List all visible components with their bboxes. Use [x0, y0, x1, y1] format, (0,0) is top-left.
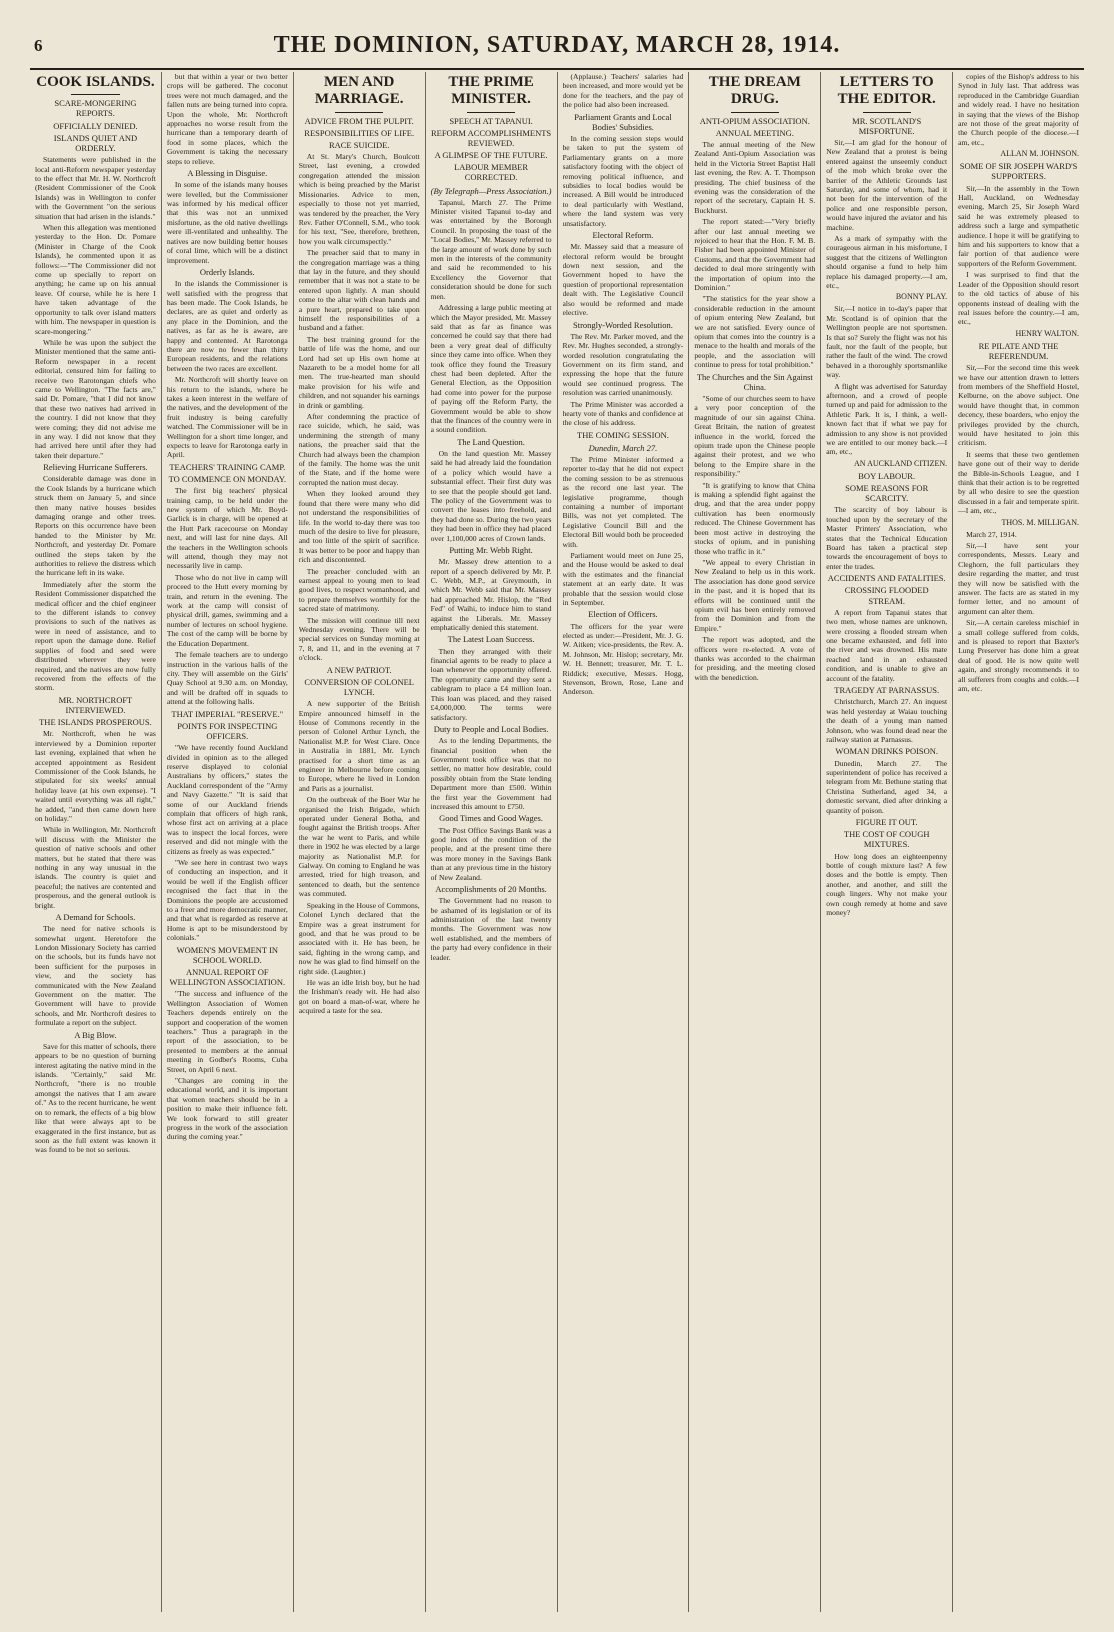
body-paragraph: Those who do not live in camp will proceed to the Hutt every morning by train, and return in the evening. The work at the camp will consist of physical drill, games, swimming and a number of lectures on school hygiene. The cost of the camp will be borne by the Education Department. [166, 572, 288, 648]
article-body [694, 140, 815, 682]
body-paragraph: Mr. Northcroft will shortly leave on his return to the islands, where he takes a keen interest in the welfare of the natives, and the development of the fruit industry is being carefully watched. The Commissioner will be in Wellington for a short time longer, and expects to leave for Rarotonga early in April. [166, 375, 288, 460]
body-paragraph: The first big teachers' physical training camp, to be held under the new system of which Mr. Boyd-Garlick is in charge, will be opened at the Hutt Park racecourse on Monday next, and will last for nine days. All the teachers in the Wellington schools will attend, though they may not necessarily live in camp. [166, 486, 288, 571]
body-paragraph: Mr. Northcroft, when he was interviewed by a Dominion reporter last evening, explained that when he accepted appointment as Resident Commissioner of the Cook Islands, he stipulated for six weeks' annual holiday leave (at his own expense). "I waited until everything was all right," he added, "and then came down here on holiday." [35, 729, 156, 823]
article-body [563, 72, 684, 697]
body-paragraph: The report was adopted, and the officers were re-elected. A vote of thanks was accorded to the chairman for presiding, and the meeting closed with the benediction. [694, 635, 816, 682]
section-subheading: THAT IMPERIAL "RESERVE." [171, 708, 284, 719]
body-paragraph: Speaking in the House of Commons, Colonel Lynch declared that the Empire was a great instrument for good, and that he was proud to be associated with it. He has been, he said, fighting in the wrong camp, and now he was glad to find himself on the right side. (Laughter.) [298, 900, 420, 976]
section-subheading: Relieving Hurricane Sufferers. [43, 462, 148, 473]
article [431, 74, 552, 962]
section-subheading: Orderly Islands. [199, 266, 255, 277]
page-number: 6 [34, 36, 43, 55]
body-paragraph: When they looked around they found that there were many who did not understand the responsibilities of life. In the world to-day there was too much of the desire to live for pleasure, and too little of the spirit of sacrifice. It was better to be poor and happy than rich and discontented. [298, 489, 420, 565]
letter-signature: ALLAN M. JOHNSON. [1000, 149, 1079, 159]
body-paragraph: but that within a year or two better crops will be gathered. The coconut trees were not much damaged, and the fallen nuts are being turned into copra. Upon the whole, Mr. Northcroft approaches no worse result from the hurricane than a temporary dearth of food in some places, which the Government is taking the necessary steps to relieve. [166, 72, 288, 166]
article [35, 74, 156, 1155]
divider-rule [863, 112, 911, 113]
section-subheading: Accomplishments of 20 Months. [435, 883, 547, 894]
section-subheading: A Blessing in Disguise. [187, 168, 268, 179]
body-paragraph: As to the lending Departments, the financial position when the Government took office was that no settler, no matter how desirable, could possibly obtain from the State lending Department more than £500. Within the first year the Government had increased this amount to £750. [430, 736, 552, 811]
body-paragraph: In the coming session steps would be taken to put the system of Parliamentary grants on a more satisfactory footing with the object of removing political influence, and subsidies to local bodies would be increased. A Bill would be introduced to deal particularly with Westland, where the land system was very unsatisfactory. [562, 134, 684, 228]
section-subheading: A NEW PATRIOT. [326, 664, 392, 675]
article [958, 72, 1079, 694]
dateline: Dunedin, March 27. [588, 442, 658, 453]
column-6 [688, 72, 820, 1612]
article-subheading: SPEECH AT TAPANUI. [449, 115, 533, 126]
column-7 [820, 72, 952, 1612]
column-content [958, 72, 1079, 1612]
article-subheading: A GLIMPSE OF THE FUTURE. [434, 150, 548, 161]
article-subheading: MR. SCOTLAND'S MISFORTUNE. [852, 115, 922, 136]
column-content [826, 72, 947, 1612]
body-paragraph: The mission will continue till next Wednesday evening. There will be special services on Sunday morning at 7, 8, and 11, and in the evening at 7 o'clock. [298, 615, 420, 663]
body-paragraph: Mr. Massey drew attention to a report of a speech delivered by Mr. P. C. Webb, M.P., at Greymouth, in which Mr. Webb said that Mr. Massey had approached Mr. Hislop, the "Red Fed" of Waihi, to induce him to stand against the Liberals. Mr. Massey emphatically denied this statement. [430, 557, 552, 633]
letter-signature: THOS. M. MILLIGAN. [1001, 517, 1079, 527]
body-paragraph: Sir,—A certain careless mischief in a small college suffered from colds, and is pleased to report that Baxter's Lung Preserver has done him a great deal of good. He is now quite well again, and strongly recommends it to all sufferers from coughs and colds.—I am, etc. [958, 618, 1079, 694]
body-paragraph: At St. Mary's Church, Boulcott Street, last evening, a crowded congregation attended the mission which is being preached by the Marist Missionaries. Advice to men, especially to those not yet married, was tendered by the preacher, the Very Rev. Father O'Connell, S.M., who took for his text, "See, therefore, brethren, how you walk circumspectly." [298, 152, 420, 246]
section-subheading: CROSSING FLOODED STREAM. [844, 585, 929, 606]
article-headline: COOK ISLANDS. [36, 74, 155, 90]
section-subheading: WOMAN DRINKS POISON. [835, 746, 939, 757]
section-subheading: FIGURE IT OUT. [855, 816, 918, 827]
column-content [563, 72, 684, 1612]
body-paragraph: As a mark of sympathy with the courageous airman in his misfortune, I suggest that the citizens of Wellington should organise a fund to help him replace his damaged property.—I am, etc., [826, 233, 948, 290]
section-subheading: Strongly-Worded Resolution. [572, 319, 673, 330]
article-body [958, 72, 1079, 694]
column-4 [425, 72, 557, 1612]
column-5 [557, 72, 689, 1612]
article [826, 74, 947, 917]
body-paragraph: Sir,—I notice in to-day's paper that Mr. Scotland is of opinion that the Wellington people are not sportsmen. Is that so? Surely the flight was not his fault, nor the fault of the people, but rather the fault of the wind. The crowd behaved in a thoroughly sportsmanlike way. [826, 304, 948, 380]
section-subheading: A Big Blow. [74, 1029, 117, 1040]
column-content [35, 72, 156, 1612]
divider-rule [467, 112, 515, 113]
article-subheading: ANTI-OPIUM ASSOCIATION. [699, 115, 810, 126]
body-paragraph: I was surprised to find that the Leader of the Opposition should resort to the old tactics of abuse of his opponents instead of dealing with the real issues before the country.—I am, etc., [958, 270, 1079, 327]
section-subheading: The Latest Loan Success. [447, 634, 535, 645]
article-subheading: LABOUR MEMBER CORRECTED. [454, 162, 529, 183]
body-paragraph: Parliament would meet on June 25, and the House would be asked to deal with the estimates and the financial statement at an early date. It was probable that the session would close in September. [562, 551, 684, 608]
column-content [694, 72, 815, 1612]
body-paragraph: Immediately after the storm the Resident Commissioner dispatched the medical officer and the chief engineer to the different islands to convey provisions to such of the natives as were in need of assistance, and to report upon the damage done. Relief supplies of food and seed were distributed wherever they were required, and the natives are now fully recovered from the effects of the storm. [35, 579, 156, 693]
body-paragraph: The best training ground for the battle of life was the home, and our Lord had set up His own home at Nazareth to be a model home for all men. The true-hearted man should make provision for his wife and children, and not squander his earnings in drink or gambling. [298, 334, 420, 410]
section-subheading: THE COMING SESSION. [577, 429, 669, 440]
column-1 [30, 72, 161, 1612]
body-paragraph: On the land question Mr. Massey said he had already laid the foundation of a policy which would have a substantial effect. Their first duty was to see that the people should get land. The policy of the Government was to convert the leases into freehold, and they had done so. During the two years they had been in office they had placed over 1,100,000 acres of Crown lands. [430, 448, 552, 543]
body-paragraph: March 27, 1914. [966, 529, 1017, 539]
letter-signature: AN AUCKLAND CITIZEN. [854, 458, 948, 468]
article-headline: THE PRIME MINISTER. [448, 74, 534, 108]
section-subheading: THE COST OF COUGH MIXTURES. [843, 829, 930, 850]
article-body [826, 138, 947, 917]
masthead [30, 30, 1084, 70]
body-paragraph: Then they arranged with their financial agents to be ready to place a loan whenever the opportunity offered. The opportunity came and they sent a cablegram to place a £4 million loan. This loan was placed, and they raised £4,000,000. The terms were satisfactory. [430, 646, 552, 722]
article [694, 74, 815, 682]
section-subheading: POINTS FOR INSPECTING OFFICERS. [177, 720, 278, 741]
body-paragraph: While in Wellington, Mr. Northcroft will discuss with the Minister the question of native schools and other matters, but he stated that there was nothing in any way unusual in the islands. The country is quiet and peaceful; the natives are contented and prosperous, and the general outlook is bright. [35, 825, 156, 910]
column-2 [161, 72, 293, 1612]
article-headline: MEN AND MARRIAGE. [314, 74, 404, 108]
article-subheading: ANNUAL MEETING. [715, 127, 794, 138]
body-paragraph: The officers for the year were elected as under:—President, Mr. J. G. W. Aitken; vice-presidents, the Rev. A. M. Johnson, Mr. Hislop; secretary, Mr. W. H. Bennett; treasurer, Mr. T. L. Riddick; executive, Messrs. Hogg, Stevenson, Brown, Rose, Lane and Anderson. [562, 621, 684, 697]
column-content [299, 72, 420, 1612]
body-paragraph: The preacher said that to many in the congregation marriage was a thing that lay in the future, and they should remember that it was not a state to be entered upon lightly. A man should come to the altar with clean hands and a pure heart, prepared to take upon himself the responsibilities of a husband and a father. [298, 248, 420, 333]
article-subheading: RESPONSIBILITIES OF LIFE. [304, 127, 415, 138]
body-paragraph: Addressing a large public meeting at which the Mayor presided, Mr. Massey said that as far as finance was concerned he could say that there had been a very great deal of difficulty since they came into office. When they took office they found the Treasury chest had been depleted. After the General Election, as the Opposition had come into power for the purpose of paying off the Reform Party, the Government would be able to show that the finances of the country were in a sound condition. [430, 303, 552, 435]
body-paragraph: Sir,—I am glad for the honour of New Zealand that a protest is being entered against the unseemly conduct of the mob which broke over the barrier of the Athletic Grounds last Saturday, and some of whom, had it not been for the intervention of the police and one responsible person, would have injured the aviator and his machine. [826, 137, 948, 232]
article-body [299, 152, 420, 1016]
section-subheading: Putting Mr. Webb Right. [449, 545, 533, 556]
column-8 [952, 72, 1084, 1612]
divider-rule [731, 112, 779, 113]
body-paragraph: Considerable damage was done in the Cook Islands by a hurricane which struck them on January 5, and since then many native houses besides damaging orange and other trees. Reports on this occurrence have been handed to the Minister by Mr. Northcroft, and yesterday Dr. Pomare outlined the steps taken by the authorities to relieve the distress which the hurricane left in its wake. [35, 474, 156, 578]
section-subheading: SOME OF SIR JOSEPH WARD'S SUPPORTERS. [959, 161, 1078, 182]
newspaper-title: THE DOMINION, SATURDAY, MARCH 28, 1914. [273, 32, 841, 58]
section-subheading: A Demand for Schools. [55, 912, 136, 922]
body-paragraph: "The statistics for the year show a considerable reduction in the amount of opium entering New Zealand, but we are not satisfied. Every ounce of opium that comes into the country is a menace to the health and morals of the people, and the association will continue to press for total prohibition." [694, 294, 816, 370]
dateline: (By Telegraph—Press Association.) [430, 185, 552, 196]
body-paragraph: Dunedin, March 27. The superintendent of police has received a telegram from Mr. Bethune stating that Christina Sutherland, aged 34, a domestic servant, died after drinking a quantity of poison. [826, 758, 948, 815]
article-headline: LETTERS TO THE EDITOR. [837, 74, 936, 108]
article [299, 74, 420, 1016]
body-paragraph: Sir,—For the second time this week we have our attention drawn to letters from members of the Sheffield Hostel, Kelburne, on the above subject. One would have thought that, in common decency, these boarders, who enjoy the privileges provided by the church, would have hesitated to join this criticism. [958, 363, 1079, 448]
body-paragraph: Save for this matter of schools, there appears to be no question of burning interest agitating the native mind in the islands. "Certainly," said Mr. Northcroft, "there is no trouble amongst the natives that I am aware of." As to the recent hurricane, he went on to remark, the effects of a big blow like that were always apt to be exaggerated in the first instance, but as soon as the full extent was known it was found to be not so serious. [35, 1041, 156, 1155]
body-paragraph: The Post Office Savings Bank was a good index of the condition of the people, and at the present time there was more money in the Savings Bank than at any previous time in the history of New Zealand. [430, 825, 552, 882]
body-paragraph: The annual meeting of the New Zealand Anti-Opium Association was held in the Victoria Street Baptist Hall last evening, the Rev. A. T. Thompson presiding. The chief business of the evening was the consideration of the report of the secretary, Captain H. S. Buckhurst. [694, 139, 816, 215]
body-paragraph: The report stated:—"Very briefly after our last annual meeting we rejoiced to hear that the Hon. F. M. B. Fisher had been appointed Minister of Customs, and that the Government had decided to deal more stringently with the importation of opium into the Dominion." [694, 217, 816, 292]
article [167, 72, 288, 1142]
body-paragraph: A new supporter of the British Empire announced himself in the House of Commons recently in the person of Colonel Arthur Lynch, the Nationalist M.P. for West Clare. Once in Australia in 1881, Mr. Lynch practised for a short time as an engineer in Melbourne before coming to Europe, where he lived in London and Paris as a journalist. [298, 699, 420, 793]
section-subheading: THE ISLANDS PROSPEROUS. [39, 717, 152, 728]
body-paragraph: How long does an eighteenpenny bottle of cough mixture last? A few doses and the bottle is empty. Then another, and another, and still the cough lingers. Why not make your own cough remedy at home and save money? [826, 851, 948, 917]
article [563, 72, 684, 697]
divider-rule [71, 94, 119, 95]
section-subheading: Parliament Grants and Local Bodies' Subsidies. [574, 111, 672, 132]
body-paragraph: The Rev. Mr. Parker moved, and the Rev. Mr. Hughes seconded, a strongly-worded resolution congratulating the Government on its firm stand, and expressing the hope that the future would see continued progress. The resolution was carried unanimously. [562, 331, 684, 398]
section-subheading: ACCIDENTS AND FATALITIES. [827, 573, 946, 584]
body-paragraph: The female teachers are to undergo instruction in the various halls of the city. They will assemble on the Girls' Quay School at 9.30 a.m. on Monday, and will be drafted off in squads to attend at the following halls. [166, 650, 288, 707]
article-subheading: ADVICE FROM THE PULPIT. [304, 115, 414, 126]
section-subheading: Duty to People and Local Bodies. [433, 723, 549, 734]
body-paragraph: The Prime Minister was accorded a hearty vote of thanks and confidence at the close of his address. [562, 399, 684, 428]
article-subheading: ISLANDS QUIET AND ORDERLY. [53, 132, 138, 153]
body-paragraph: It seems that these two gentlemen have gone out of their way to deride the Bible-in-Schools League, and I think that their action is to be regretted by all who desire to see the question discussed in a fair and temperate spirit.—I am, etc., [958, 449, 1079, 516]
body-paragraph: A flight was advertised for Saturday afternoon, and a crowd of people turned up and paid for admission to the Athletic Park. It is, I think, a well-known fact that if what we pay for admission to any show is not provided we are entitled to our money back.—I am, etc., [826, 381, 948, 457]
article-subheading: SCARE-MONGERING REPORTS. [54, 98, 137, 119]
body-paragraph: While he was upon the subject the Minister mentioned that the same anti-Reform newspaper in a recent editorial, censured him for failing to receive two Rarotongan chiefs who came to Wellington. "The facts are," said Dr. Pomare, "that I did not know that these two natives had arrived in the country. I did not know that they were coming; they did not advise me in any way. I did not know that they had arrived here until after they had taken their departure." [35, 337, 156, 460]
letter-signature: BONNY PLAY. [895, 292, 948, 302]
section-subheading: The Land Question. [457, 436, 525, 447]
letter-signature: HENRY WALTON. [1015, 328, 1079, 338]
column-3 [293, 72, 425, 1612]
article-body [431, 186, 552, 962]
section-subheading: Election of Officers. [588, 609, 658, 620]
article-subheading: OFFICIALLY DENIED. [53, 120, 138, 131]
body-paragraph: The Government had no reason to be ashamed of its legislation or of its administration of the last twenty months. The Government was now well established, and the members of the party had every confidence in their leader. [430, 896, 552, 962]
section-subheading: BOY LABOUR. [858, 470, 916, 481]
section-subheading: SOME REASONS FOR SCARCITY. [845, 483, 929, 504]
body-paragraph: After condemning the practice of race suicide, which, he said, was undermining the strength of many nations, the preacher said that the Church had always been the champion of the family. The home was the unit of the State, and if the home were corrupted the nation must decay. [298, 412, 420, 487]
body-paragraph: copies of the Bishop's address to his Synod in July last. That address was reproduced in the Cambridge Guardian and widely read. I have no hesitation in saying that the views of the Bishop are not those of the great majority of the Church people of the diocese.—I am, etc., [958, 72, 1079, 147]
body-paragraph: (Applause.) Teachers' salaries had been increased, and more would yet be done for the teachers, and the pay of the police had also been increased. [562, 72, 684, 110]
body-paragraph: "It is gratifying to know that China is making a splendid fight against the drug, and that the area under poppy cultivation has been enormously reduced. The Chinese Government has been most active in destroying the stocks of opium, and in punishing those who traffic in it." [694, 480, 816, 556]
section-subheading: Good Times and Good Wages. [439, 813, 543, 824]
body-paragraph: "Some of our churches seem to have a very poor conception of the magnitude of our sin against China. Great Britain, the nation of greatest influence in the world, forced the opium trade upon the Chinese people against their protest, and we who belong to the Empire share in the responsibility." [694, 394, 816, 479]
body-paragraph: The Prime Minister informed a reporter to-day that he did not expect the coming session to be as strenuous as the record one last year. The legislative programme, though containing a number of important Bills, was not yet completed. The Legislative Council Bill and the Electoral Bill would both be proceeded with. [562, 454, 684, 549]
body-paragraph: In the islands the Commissioner is well satisfied with the progress that has been made. The Cook Islands, he declares, are as quiet and orderly as any place in the Dominion, and the natives, as far as he is aware, are happy and contented. At Rarotonga there are now no fewer than thirty European residents, and the relations between the two races are excellent. [166, 279, 288, 373]
body-paragraph: Tapanui, March 27. The Prime Minister visited Tapanui to-day and was entertained by the Borough Council. In proposing the toast of the "Local Bodies," Mr. Massey referred to the large amount of work done by such men in the interests of the community and said he recommended to his Excellency the Governor that consideration should be done for such men. [430, 197, 552, 301]
body-paragraph: The scarcity of boy labour is touched upon by the secretary of the Master Printers' Association, who states that the Technical Education Board has taken a practical step towards the encouragement of boys to enter the trades. [826, 505, 948, 571]
section-subheading: TEACHERS' TRAINING CAMP. [169, 461, 286, 472]
columns-container [30, 72, 1084, 1612]
section-subheading: RE PILATE AND THE REFERENDUM. [978, 340, 1059, 361]
body-paragraph: "The success and influence of the Wellington Association of Women Teachers depends entirely on the support and cooperation of the women teachers." Thus a paragraph in the report of the association, to be presented to members at the annual meeting in Godber's Rooms, Cuba Street, on April 6 next. [166, 989, 288, 1074]
body-paragraph: Sir,—In the assembly in the Town Hall, Auckland, on Wednesday evening, March 25, Sir Joseph Ward said he was extremely pleased to address such a large and sympathetic audience. I hope it will be gratifying to him and his supporters to know that a fair portion of that audience were supporters of the Reform Government. [958, 183, 1079, 268]
article-subheading: RACE SUICIDE. [328, 139, 390, 150]
body-paragraph: When this allegation was mentioned yesterday to the Hon. Dr. Pomare (Minister in Charge of the Cook Islands), he commented upon it as follows:—"The Commissioner did not come up specially to report on anything; he came up on his annual leave. Of course, while he is here I have taken advantage of the opportunity to talk over island matters with him. The newspaper in question is scare-mongering." [35, 223, 156, 336]
section-subheading: MR. NORTHCROFT INTERVIEWED. [58, 694, 133, 715]
article-headline: THE DREAM DRUG. [708, 74, 801, 108]
column-content [167, 72, 288, 1612]
section-subheading: ANNUAL REPORT OF WELLINGTON ASSOCIATION. [169, 967, 286, 988]
body-paragraph: "We see here in contrast two ways of conducting an inspection, and it would be well if the English officer recognised the fact that in the Dominions the people are accustomed to a freer and more democratic manner, and that what is regarded as reserve at Home is apt to be misunderstood by colonials." [166, 857, 288, 943]
body-paragraph: "We have recently found Auckland divided in opinion as to the alleged reserve displayed to colonial Australians by officers," states the Auckland correspondent of the "Army and Navy Gazette." "It is said that some of our Auckland friends complain that officers of high rank, whose first act on arriving at a place was to inspect the local forces, were reserved and did not mingle with the citizens as freely as was expected." [166, 743, 288, 856]
body-paragraph: The need for native schools is somewhat urgent. Heretofore the London Missionary Society has carried on the schools, but its funds have not been sufficient for the purposes in view, and the society has communicated with the New Zealand Government on the matter. The Government will have to provide schools, and Mr. Northcroft desires to formulate a report on the subject. [35, 924, 156, 1028]
section-subheading: The Churches and the Sin Against China. [696, 371, 813, 392]
body-paragraph: "Changes are coming in the educational world, and it is important that women teachers should be in a position to make their influence felt. We look forward to still greater progress in the work of the association during the coming year." [166, 1076, 288, 1142]
article-subheading: REFORM ACCOMPLISHMENTS REVIEWED. [430, 127, 552, 148]
section-subheading: CONVERSION OF COLONEL LYNCH. [304, 676, 414, 697]
body-paragraph: In some of the islands many houses were levelled, but the Commissioner was informed by his medical officer that this was not an unmixed misfortune, as the old native dwellings were ill-ventilated and unhealthy. The natives are now building better houses of coral lime, which will be a distinct improvement. [166, 180, 288, 265]
section-subheading: TRAGEDY AT PARNASSUS. [834, 685, 940, 696]
body-paragraph: He was an idle Irish boy, but he had the Irishman's ready wit. He had also got on board a man-of-war, where he acquired a taste for the sea. [298, 977, 420, 1016]
body-paragraph: On the outbreak of the Boer War he organised the Irish Brigade, which operated under General Botha, and fought against the British troops. After the war he went to Paris, and while there in 1902 he was elected by a large majority as Nationalist M.P. for Galway. On coming to England he was arrested, tried for high treason, and sentenced to death, but the sentence was commuted. [298, 795, 420, 899]
body-paragraph: Statements were published in the local anti-Reform newspaper yesterday to the effect that Mr. H. W. Northcroft (Resident Commissioner of the Cook Islands) was in Wellington to confer with the Government "on the serious situation that had arisen in the islands." [35, 155, 156, 221]
body-paragraph: Mr. Massey said that a measure of electoral reform would be brought down next session, and the Government hoped to have the question of proportional representation dealt with. The Legislative Council also would be reformed and made elective. [562, 242, 684, 318]
column-content [431, 72, 552, 1612]
section-subheading: Electoral Reform. [592, 230, 654, 241]
body-paragraph: A report from Tapanui states that two men, whose names are unknown, were crossing a flooded stream when one became exhausted, and fell into the river and was drowned. His mate reached land in an exhausted condition, and is unable to give an account of the fatality. [826, 607, 948, 683]
article-body [35, 155, 156, 1155]
body-paragraph: Christchurch, March 27. An inquest was held yesterday at Waiau touching the death of a young man named Johnson, who was found dead near the railway station at Parnassus. [826, 697, 948, 744]
section-subheading: WOMEN'S MOVEMENT IN SCHOOL WORLD. [176, 944, 279, 965]
divider-rule [335, 112, 383, 113]
body-paragraph: Sir,—I have sent your correspondents, Messrs. Leary and Cleghorn, the full particulars they desire regarding the matter, and trust they will now be satisfied with the answer. The facts are as stated in my former letter, and no amount of argument can alter them. [958, 541, 1079, 616]
body-paragraph: "We appeal to every Christian in New Zealand to help us in this work. The association has done good service in the past, and it is hoped that its efforts will be continued until the opium evil has been entirely removed from the Dominion and from the Empire." [694, 557, 816, 633]
body-paragraph: The preacher concluded with an earnest appeal to young men to lead good lives, to respect womanhood, and to prepare themselves worthily for the sacred state of matrimony. [298, 566, 420, 614]
section-subheading: TO COMMENCE ON MONDAY. [168, 474, 287, 484]
article-body [167, 72, 288, 1142]
